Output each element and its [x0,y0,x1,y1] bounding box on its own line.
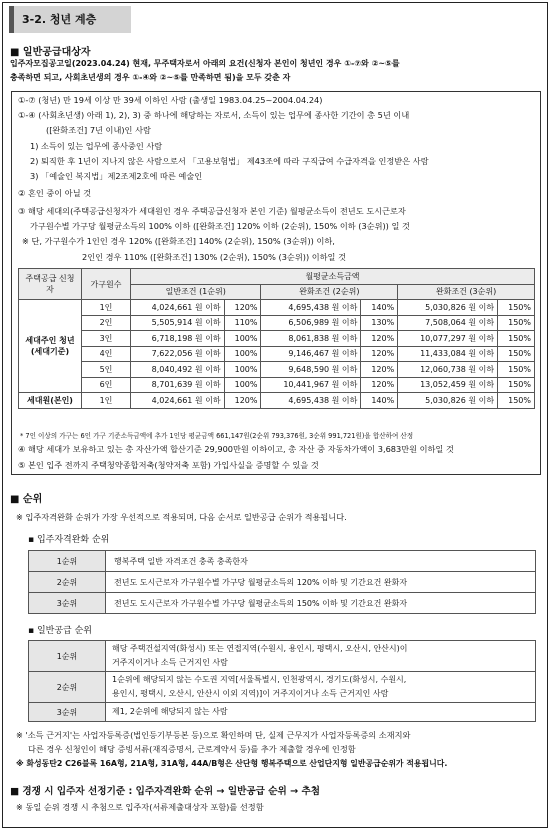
income-row [19,393,535,409]
general-rank: 3순위 [29,703,106,722]
col-applicant: 주택공급 신청자 [19,269,82,300]
general-priority-row [29,703,536,722]
income-cell: 140% [361,300,398,316]
income-row [19,377,535,393]
priority-heading: ■ 순위 [10,494,43,505]
req-income-cont: 가구원수별 가구당 월평균소득의 100% 이하 ([완화조건] 120% 이하 (2순위), 150% 이하 (3순위)) 일 것 [30,221,410,231]
general-desc-line: 거주지이거나 소득 근거지인 사람 [112,658,228,667]
income-row [19,346,535,362]
req-income: ③ 해당 세대의(주택공급신청자가 세대원인 경우 주택공급신청자 본인 기준) 월평균소득이 전년도 도시근로자 [18,206,406,216]
relax-rank: 1순위 [29,551,106,572]
income-cell: 9,146,467 원 이하 [261,346,361,362]
relax-rank: 2순위 [29,572,106,593]
req-savings: ⑤ 본인 입주 전까지 주택청약종합저축(청약저축 포함) 가입사실을 증명할 수 있을 것 [18,460,319,470]
income-cell: 150% [498,362,535,378]
req-unmarried: ② 혼인 중이 아닐 것 [18,188,92,198]
relax-priority-table [28,550,536,614]
col-relax2: 완화조건 (2순위) [261,284,398,300]
general-desc [106,641,536,672]
relax-desc: 전년도 도시근로자 가구원수별 가구당 월평균소득의 150% 이하 및 기간요건 완화자 [106,593,536,614]
income-cell: 3인 [82,331,131,347]
relax-priority-subheading: ▪ 입주자격완화 순위 [28,535,110,545]
income-cell: 100% [224,346,261,362]
general-priority-subheading: ▪ 일반공급 순위 [28,626,92,636]
income-cell: 10,441,967 원 이하 [261,377,361,393]
income-row [19,362,535,378]
income-cell: 9,648,590 원 이하 [261,362,361,378]
relax-priority-row [29,572,536,593]
income-cell: 120% [361,331,398,347]
income-cell: 150% [498,300,535,316]
competition-heading: ■ 경쟁 시 입주자 선정기준 : 입주자격완화 순위 → 일반공급 순위 → 추첨 [10,786,321,797]
income-note: * 7인 이상의 가구는 6인 가구 기준소득금액에 추가 1인당 평균금액 661,147원(2순위 793,376원, 3순위 991,721원)을 합산하여 산정 [20,432,414,440]
income-cell: 120% [224,393,261,409]
income-cell: 150% [498,315,535,331]
group-member: 세대원(본인) [19,393,82,409]
col-members: 가구원수 [82,269,131,300]
industrial-note: ※ 화성동탄2 C26블록 16A형, 21A형, 31A형, 44A/B형은 산단형 행복주택으로 산업단지형 일반공급순위가 적용됩니다. [16,759,448,768]
income-cell: 7,508,064 원 이하 [398,315,498,331]
income-cell: 8,701,639 원 이하 [131,377,225,393]
income-cell: 120% [361,362,398,378]
general-priority-row [29,672,536,703]
income-cell: 7,622,056 원 이하 [131,346,225,362]
income-cell: 8,061,838 원 이하 [261,331,361,347]
relax-priority-row [29,551,536,572]
income-cell: 1인 [82,393,131,409]
income-cell: 4,695,438 원 이하 [261,300,361,316]
section-title: 3-2. 청년 계층 [9,6,131,33]
req-youth: ①-⑦ (청년) 만 19세 이상 만 39세 이하인 사람 (출생일 1983.04.25~2004.04.24) [18,95,323,105]
req-new-worker-cont: ([완화조건] 7년 이내)인 사람 [46,125,151,135]
relax-desc: 전년도 도시근로자 가구원수별 가구당 월평균소득의 120% 이하 및 기간요건 완화자 [106,572,536,593]
relax-priority-row [29,593,536,614]
income-cell: 13,052,459 원 이하 [398,377,498,393]
priority-note: ※ 입주자격완화 순위가 가장 우선적으로 적용되며, 다음 순서로 일반공급 순위가 적용됩니다. [16,512,347,522]
income-cell: 5,030,826 원 이하 [398,393,498,409]
income-row [19,300,535,316]
income-cell: 140% [361,393,398,409]
income-cell: 100% [224,331,261,347]
req-income-note-1: ※ 단, 가구원수가 1인인 경우 120% ([완화조건] 140% (2순위), 150% (3순위)) 이하, [22,236,335,246]
general-priority-table [28,640,536,722]
income-row [19,331,535,347]
income-cell: 130% [361,315,398,331]
general-desc-line: 해당 주택건설지역(화성시) 또는 연접지역(수원시, 용인시, 평택시, 오산시, 안산시)이 [112,644,408,653]
income-table [18,268,535,409]
income-cell: 120% [361,377,398,393]
income-cell: 150% [498,331,535,347]
income-cell: 120% [361,346,398,362]
competition-note: ※ 동일 순위 경쟁 시 추첨으로 입주자(서류제출대상자 포함)를 선정함 [16,802,264,812]
income-cell: 4인 [82,346,131,362]
income-cell: 2인 [82,315,131,331]
income-cell: 10,077,297 원 이하 [398,331,498,347]
general-desc-line: 1순위에 해당되지 않는 수도권 지역[서울특별시, 인천광역시, 경기도(화성시, 수원시, [112,675,407,684]
income-cell: 5,030,826 원 이하 [398,300,498,316]
income-cell: 4,695,438 원 이하 [261,393,361,409]
general-desc [106,703,536,722]
income-cell: 150% [498,377,535,393]
req-new-worker: ①-④ (사회초년생) 아래 1), 2), 3) 중 하나에 해당하는 자로서, 소득이 있는 업무에 종사한 기간이 총 5년 이내 [18,110,410,120]
general-desc-line: 제1, 2순위에 해당되지 않는 사람 [112,707,228,716]
req-sub-3: 3) 「예술인 복지법」제2조제2호에 따른 예술인 [30,171,203,181]
general-desc [106,672,536,703]
income-cell: 5,505,914 원 이하 [131,315,225,331]
req-sub-2: 2) 퇴직한 후 1년이 지나지 않은 사람으로서 「고용보험법」 제43조에 따라 구직급여 수급자격을 인정받은 사람 [30,156,429,166]
income-cell: 6,506,989 원 이하 [261,315,361,331]
income-cell: 6인 [82,377,131,393]
income-cell: 150% [498,393,535,409]
income-cell: 5인 [82,362,131,378]
general-rank: 1순위 [29,641,106,672]
req-asset: ④ 해당 세대가 보유하고 있는 총 자산가액 합산기준 29,900만원 이하이고, 총 자산 중 자동차가액이 3,683만원 이하일 것 [18,444,454,454]
general-supply-heading: ■ 일반공급대상자 [10,47,91,58]
income-cell: 1인 [82,300,131,316]
income-base-note-1: ※ '소득 근거지'는 사업자등록증(법인등기부등본 등)으로 확인하며 단, 실제 근무지가 사업자등록증의 소재지와 [16,730,411,740]
income-cell: 4,024,661 원 이하 [131,393,225,409]
income-cell: 100% [224,377,261,393]
income-cell: 110% [224,315,261,331]
income-base-note-2: 다른 경우 신청인이 해당 증빙서류(재직증명서, 근로계약서 등)를 추가 제출할 경우에 인정함 [28,744,356,754]
income-cell: 120% [224,300,261,316]
general-priority-row [29,641,536,672]
income-cell: 100% [224,362,261,378]
col-relax3: 완화조건 (3순위) [398,284,535,300]
col-general: 일반조건 (1순위) [131,284,261,300]
income-cell: 12,060,738 원 이하 [398,362,498,378]
income-cell: 8,040,492 원 이하 [131,362,225,378]
general-rank: 2순위 [29,672,106,703]
income-cell: 4,024,661 원 이하 [131,300,225,316]
income-cell: 6,718,198 원 이하 [131,331,225,347]
general-desc-line: 용인시, 평택시, 오산시, 안산시 이외 지역)]이 거주지이거나 소득 근거지인 사람 [112,689,389,698]
req-income-note-2: 2인인 경우 110% ([완화조건] 130% (2순위), 150% (3순위)) 이하일 것 [82,252,346,262]
req-sub-1: 1) 소득이 있는 업무에 종사중인 사람 [30,141,163,151]
col-income: 월평균소득금액 [131,269,535,285]
income-row [19,315,535,331]
relax-rank: 3순위 [29,593,106,614]
group-householder: 세대주인 청년 (세대기준) [19,300,82,393]
intro-line-2: 충족하면 되고, 사회초년생의 경우 ①-④와 ②~⑤를 만족하면 됨)을 모두 갖춘 자 [10,73,291,82]
income-cell: 150% [498,346,535,362]
intro-line-1: 입주자모집공고일(2023.04.24) 현재, 무주택자로서 아래의 요건(신청자 본인이 청년인 경우 ①-⑦와 ②~⑤를 [10,59,400,68]
relax-desc: 행복주택 일반 자격조건 충족 충족한자 [106,551,536,572]
income-cell: 11,433,084 원 이하 [398,346,498,362]
